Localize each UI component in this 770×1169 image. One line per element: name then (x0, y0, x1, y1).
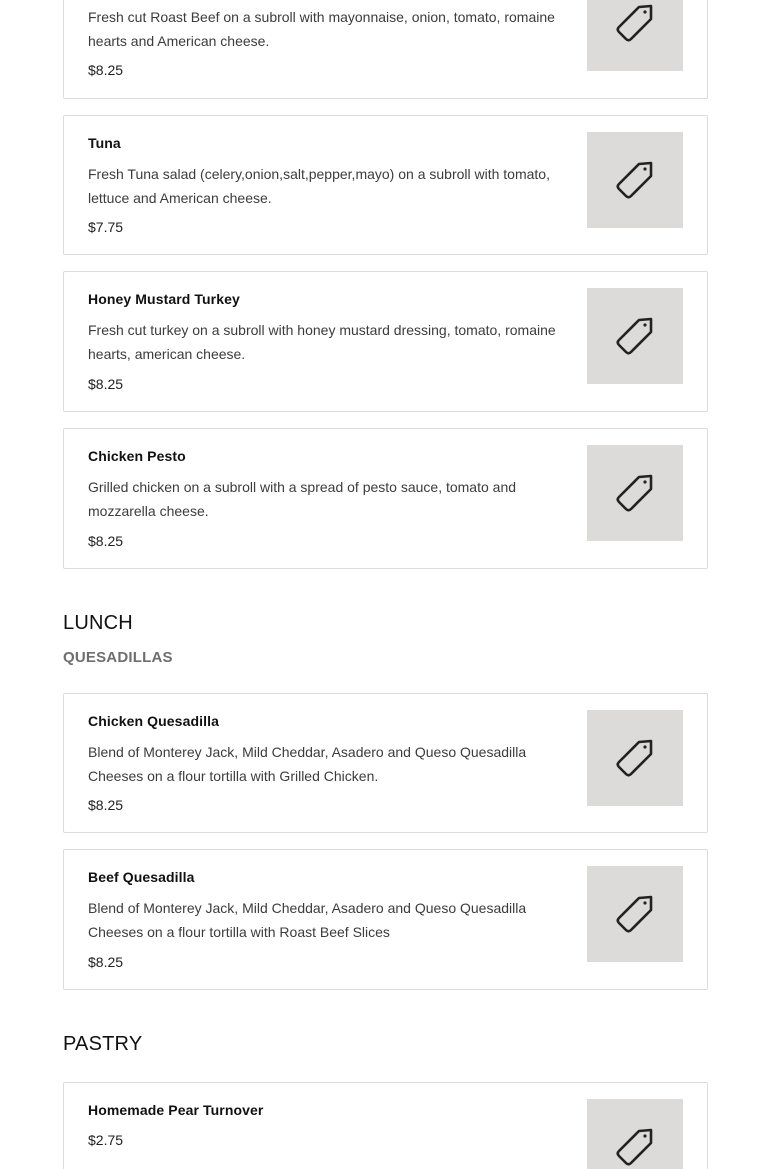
tag-icon (611, 312, 659, 360)
menu-item-price: $7.75 (88, 219, 124, 235)
menu-item-card[interactable] (63, 271, 708, 412)
menu-item-name: Honey Mustard Turkey (88, 291, 240, 307)
section-title-lunch: LUNCH (63, 612, 133, 634)
menu-item-price: $8.25 (88, 533, 124, 549)
menu-item-description: Fresh cut turkey on a subroll with honey mustard dressing, tomato, romaine hearts, american cheese. (88, 322, 556, 362)
menu-item-name: Tuna (88, 135, 121, 151)
tag-icon (611, 156, 659, 204)
tag-icon (611, 1123, 659, 1169)
tag-icon (611, 890, 659, 938)
menu-item-name: Beef Quesadilla (88, 869, 195, 885)
menu-item-card[interactable] (63, 1082, 708, 1169)
menu-item-card[interactable] (63, 693, 708, 833)
menu-item-price: $8.25 (88, 376, 124, 392)
menu-item-card[interactable] (63, 0, 708, 99)
menu-item-card[interactable] (63, 428, 708, 569)
menu-item-description: Blend of Monterey Jack, Mild Cheddar, Asadero and Queso Quesadilla Cheeses on a flour tortilla with Roast Beef Slices (88, 900, 527, 940)
menu-item-name: Chicken Quesadilla (88, 713, 219, 729)
menu-item-thumbnail (587, 132, 683, 228)
menu-item-card[interactable] (63, 849, 708, 990)
menu-item-thumbnail (587, 710, 683, 806)
menu-item-thumbnail (587, 445, 683, 541)
tag-icon (611, 0, 659, 47)
tag-icon (611, 734, 659, 782)
tag-icon (611, 469, 659, 517)
menu-item-card[interactable] (63, 115, 708, 255)
menu-item-description: Fresh Tuna salad (celery,onion,salt,pepper,mayo) on a subroll with tomato, lettuce and American cheese. (88, 166, 550, 206)
menu-item-name: Chicken Pesto (88, 448, 186, 464)
menu-item-thumbnail (587, 866, 683, 962)
subsection-title-quesadillas: QUESADILLAS (63, 649, 173, 666)
menu-item-description: Grilled chicken on a subroll with a spread of pesto sauce, tomato and mozzarella cheese. (88, 479, 517, 519)
menu-item-description: Fresh cut Roast Beef on a subroll with mayonnaise, onion, tomato, romaine hearts and American cheese. (88, 9, 555, 49)
menu-item-name: Homemade Pear Turnover (88, 1102, 264, 1118)
section-title-pastry: PASTRY (63, 1033, 143, 1055)
menu-item-price: $8.25 (88, 954, 124, 970)
menu-item-price: $8.25 (88, 62, 124, 78)
menu-item-description: Blend of Monterey Jack, Mild Cheddar, Asadero and Queso Quesadilla Cheeses on a flour tortilla with Grilled Chicken. (88, 744, 527, 784)
menu-item-price: $8.25 (88, 797, 124, 813)
menu-item-price: $2.75 (88, 1132, 124, 1148)
menu-item-thumbnail (587, 288, 683, 384)
menu-item-thumbnail (587, 0, 683, 71)
menu-item-thumbnail (587, 1099, 683, 1169)
